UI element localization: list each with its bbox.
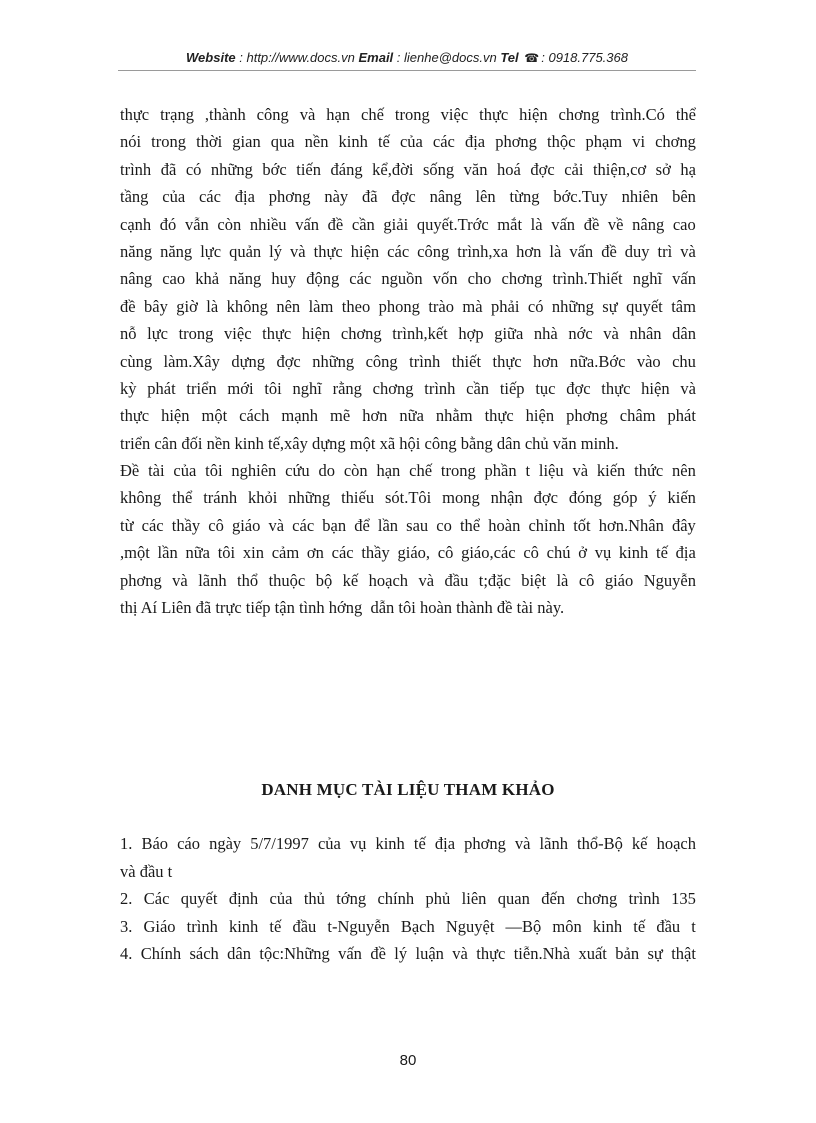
page-number: 80 [399,1052,417,1069]
email-label: Email [358,50,394,65]
body-line: nâng cao khả năng huy động các nguồn vốn cho chơng trình.Thiết nghĩ vấn [120,269,696,289]
reference-line: 4. Chính sách dân tộc:Những vấn đề lý luận và thực tiễn.Nhà xuất bản sự thật [120,944,696,964]
body-line: từ các thầy cô giáo và các bạn để lần sau co thể hoàn chỉnh tốt hơn.Nhân đây [120,515,696,535]
references-heading: DANH MỤC TÀI LIỆU THAM KHẢO [261,780,555,799]
tel-number: : 0918.775.368 [541,50,628,65]
body-line: triển cân đối nền kinh tế,xây dựng một xã hội công bằng dân chủ văn minh. [120,433,619,453]
body-line: kỳ phát triển mới tôi nghĩ rằng chơng trình cần tiếp tục đợc thực hiện và [120,378,696,398]
website-url[interactable]: : http://www.docs.vn [239,50,355,65]
reference-line: và đầu t [120,861,173,881]
body-line: thực trạng ,thành công và hạn chế trong việc thực hiện chơng trình.Có thể [120,105,696,124]
body-line: thực hiện một cách mạnh mẽ hơn nữa nhằm thực hiện phơng châm phát [120,406,696,426]
phone-icon: ☎ [524,51,540,65]
body-line: trình đã có những bớc tiến đáng kể,đời sống văn hoá đợc cải thiện,cơ sở hạ [120,159,696,179]
references-list [120,830,696,968]
body-line: nói trong thời gian qua nền kinh tế của các địa phơng thộc phạm vi chơng [120,132,696,152]
body-line: phơng và lãnh thổ thuộc bộ kế hoạch và đầu t;đặc biệt là cô giáo Nguyễn [120,570,696,590]
header-divider [118,70,696,71]
conclusion-body [120,101,696,621]
body-line: Đề tài của tôi nghiên cứu do còn hạn chế trong phần t liệu và kiến thức nên [120,461,696,481]
reference-line: 2. Các quyết định của thủ tớng chính phủ liên quan đến chơng trình 135 [120,889,696,909]
body-line: đề bây giờ là không nên làm theo phong trào mà phải có những sự quyết tâm [120,296,696,316]
body-line: thị Aí Liên đã trực tiếp tận tình hớng dẫn tôi hoàn thành đề tài này. [120,598,565,618]
body-line: nỗ lực trong việc thực hiện chơng trình,kết hợp giữa nhà nớc và nhân dân [120,324,696,344]
body-line: ,một lần nữa tôi xin cảm ơn các thầy giáo, cô giáo,các cô chú ở vụ kinh tế địa [120,543,696,563]
reference-line: 1. Báo cáo ngày 5/7/1997 của vụ kinh tế địa phơng và lãnh thổ-Bộ kế hoạch [120,834,696,853]
tel-label: Tel [500,50,519,65]
body-line: năng năng lực quản lý và thực hiện các công trình,xa hơn là vấn đề duy trì và [120,241,696,261]
body-line: cạnh đó vẫn còn nhiều vấn đề cần giải quyết.Trớc mắt là vấn đề về nâng cao [120,214,696,234]
email-address[interactable]: : lienhe@docs.vn [396,50,497,65]
body-line: cùng làm.Xây dựng đợc những công trình thiết thực hơn nữa.Bớc vào chu [120,351,696,371]
website-label: Website [186,50,236,65]
reference-line: 3. Giáo trình kinh tế đầu t-Nguyễn Bạch Nguyệt —Bộ môn kinh tế đầu t [120,916,696,936]
body-line: tầng của các địa phơng này đã đợc nâng lên từng bớc.Tuy nhiên bên [120,187,696,207]
body-line: không thể tránh khỏi những thiếu sót.Tôi mong nhận đợc đóng góp ý kiến [120,488,696,508]
page-header [118,50,696,65]
